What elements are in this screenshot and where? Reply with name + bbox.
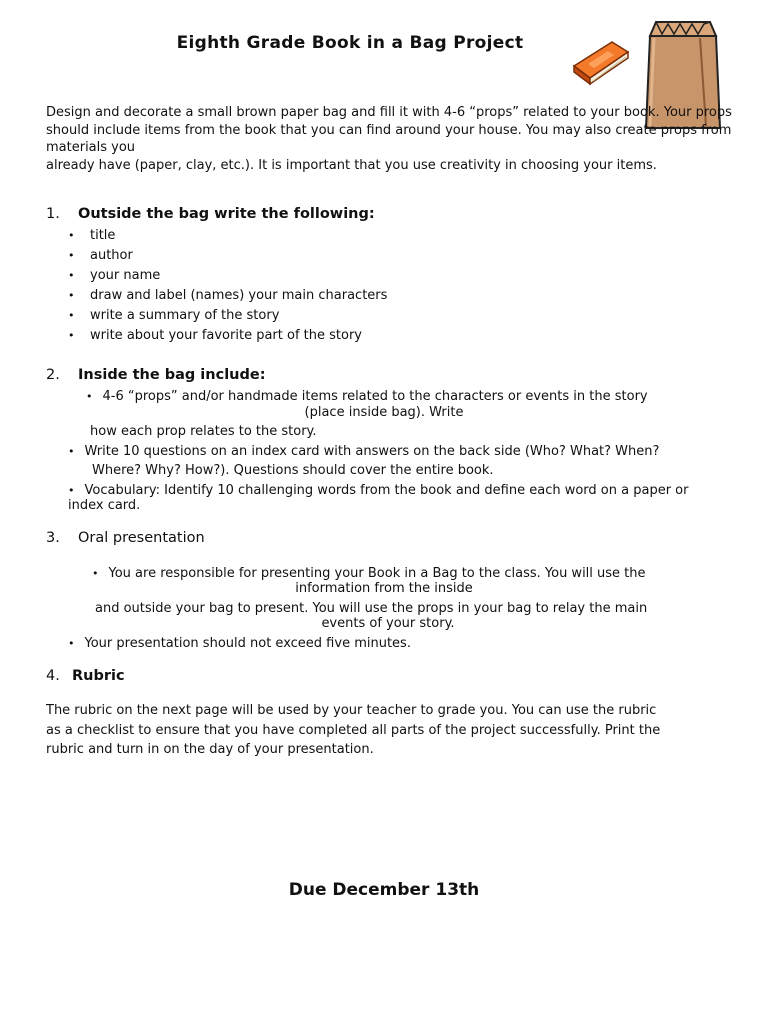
item-text: 4-6 “props” and/or handmade items related to the characters or events in the story — [102, 389, 648, 404]
item-text: Write 10 questions on an index card with answers on the back side (Who? What? When? — [84, 444, 660, 459]
presentation-item-1-cont: information from the inside — [295, 581, 473, 596]
item-text: Your presentation should not exceed five minutes. — [84, 636, 411, 651]
rubric-line: rubric and turn in on the day of your presentation. — [46, 742, 374, 757]
inside-bag-item-1-cont: how each prop relates to the story. — [90, 424, 317, 439]
intro-paragraph — [46, 104, 736, 174]
section-number: 3. — [46, 530, 60, 546]
list-item: • write a summary of the story — [68, 306, 387, 326]
inside-bag-item-3 — [68, 483, 688, 499]
outside-bag-list — [68, 226, 387, 346]
section-1-heading — [46, 206, 375, 222]
list-item: • title — [68, 226, 387, 246]
section-title: Rubric — [72, 668, 125, 684]
list-item: • author — [68, 246, 387, 266]
page-title: Eighth Grade Book in a Bag Project — [176, 33, 524, 53]
presentation-item-1 — [92, 566, 646, 582]
inside-bag-item-1 — [86, 389, 648, 405]
section-title: Oral presentation — [78, 530, 205, 546]
inside-bag-item-2 — [68, 444, 659, 460]
item-text: Vocabulary: Identify 10 challenging words from the book and define each word on a paper or — [84, 483, 689, 498]
item-text: You are responsible for presenting your Book in a Bag to the class. You will use the — [108, 566, 646, 581]
book-icon — [568, 36, 632, 88]
section-title: Outside the bag write the following: — [78, 206, 375, 222]
section-number: 4. — [46, 668, 60, 684]
list-item: • your name — [68, 266, 387, 286]
inside-bag-item-1-cont: (place inside bag). Write — [304, 405, 464, 420]
list-item: • draw and label (names) your main characters — [68, 286, 387, 306]
rubric-line: The rubric on the next page will be used by your teacher to grade you. You can use the rubric — [46, 703, 657, 718]
section-2-heading — [46, 367, 266, 383]
due-date: Due December 13th — [288, 880, 480, 900]
rubric-line: as a checklist to ensure that you have completed all parts of the project successfully. Print the — [46, 722, 661, 738]
intro-line: Design and decorate a small brown paper bag and fill it with 4-6 “props” related to your book. Your props — [46, 105, 732, 120]
list-item: • write about your favorite part of the story — [68, 326, 387, 346]
section-number: 2. — [46, 367, 60, 383]
inside-bag-item-3-cont: index card. — [68, 498, 141, 513]
section-4-heading — [46, 668, 125, 684]
inside-bag-item-2-cont: Where? Why? How?). Questions should cover the entire book. — [92, 463, 494, 478]
section-title: Inside the bag include: — [78, 367, 266, 383]
presentation-item-2 — [68, 636, 411, 652]
presentation-item-1-cont: events of your story. — [321, 616, 455, 631]
intro-line: already have (paper, clay, etc.). It is important that you use creativity in choosing your items. — [46, 157, 657, 173]
section-number: 1. — [46, 206, 60, 222]
intro-line: should include items from the book that you can find around your house. You may also create props from materials you — [46, 122, 732, 155]
rubric-paragraph — [46, 701, 736, 760]
presentation-item-1-cont: and outside your bag to present. You will use the props in your bag to relay the main — [95, 601, 648, 616]
section-3-heading — [46, 530, 205, 546]
